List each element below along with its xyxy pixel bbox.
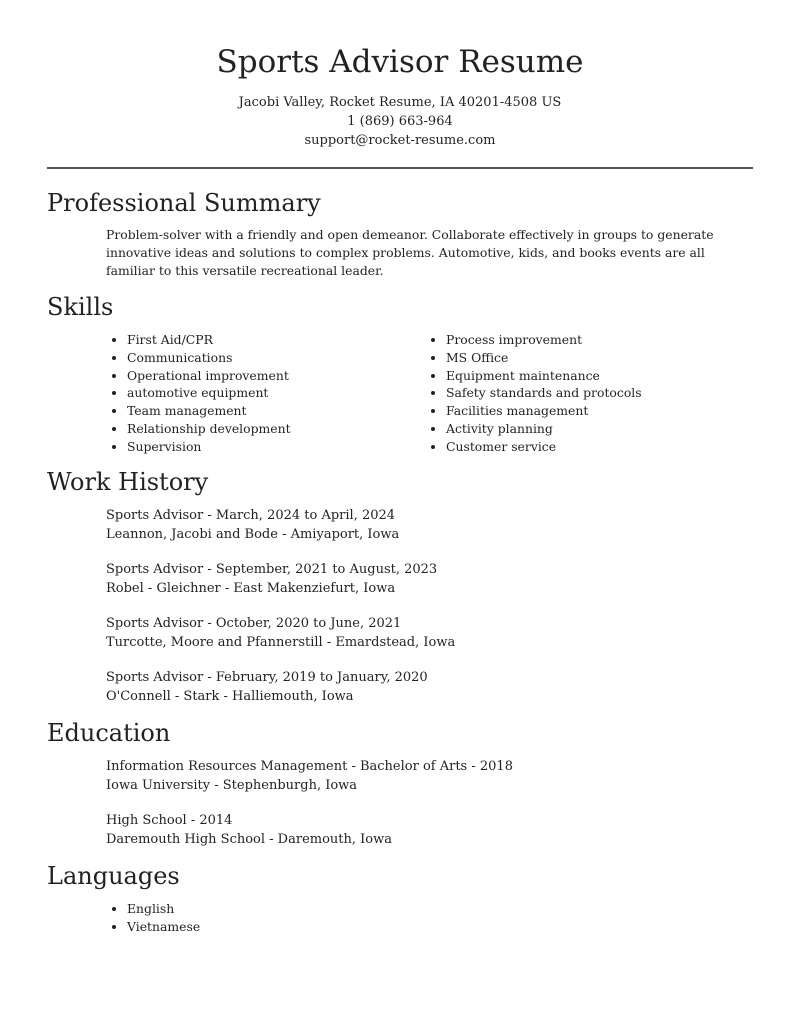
work-title-dates: Sports Advisor - October, 2020 to June, 2021 (106, 616, 402, 631)
skill-item: • MS Office (446, 349, 642, 367)
education-degree: Information Resources Management - Bachelor of Arts - 2018 (106, 759, 513, 774)
skill-item: • Communications (127, 349, 291, 367)
skill-item: • Equipment maintenance (446, 367, 642, 385)
work-title-dates: Sports Advisor - March, 2024 to April, 2024 (106, 508, 396, 523)
language-item: • Vietnamese (127, 918, 200, 936)
work-employer-location: O'Connell - Stark - Halliemouth, Iowa (106, 689, 354, 704)
language-item: • English (127, 900, 200, 918)
summary-heading: Professional Summary (47, 189, 321, 217)
skill-item: • Operational improvement (127, 367, 291, 385)
work-employer-location: Robel - Gleichner - East Makenziefurt, Iowa (106, 581, 396, 596)
skill-item: • Process improvement (446, 331, 642, 349)
header-divider (47, 167, 753, 169)
skill-item: • Safety standards and protocols (446, 384, 642, 402)
skill-item: • First Aid/CPR (127, 331, 291, 349)
work-employer-location: Turcotte, Moore and Pfannerstill - Emardstead, Iowa (106, 635, 456, 650)
skill-item: • Customer service (446, 438, 642, 456)
education-entry (106, 811, 392, 849)
languages-heading: Languages (47, 862, 180, 890)
summary-text: Problem-solver with a friendly and open demeanor. Collaborate effectively in groups to generate innovative ideas and solutions to complex problems. Automotive, kids, and books events are all familiar to this versatile recreational leader. (106, 227, 714, 278)
languages-list (106, 900, 200, 936)
education-degree: High School - 2014 (106, 813, 233, 828)
page-title: Sports Advisor Resume (216, 44, 584, 80)
skill-item: • Activity planning (446, 420, 642, 438)
work-heading: Work History (47, 468, 209, 496)
education-school: Iowa University - Stephenburgh, Iowa (106, 778, 358, 793)
work-title-dates: Sports Advisor - February, 2019 to January, 2020 (106, 670, 428, 685)
work-title-dates: Sports Advisor - September, 2021 to August, 2023 (106, 562, 438, 577)
skills-list-left (106, 331, 291, 456)
education-entry (106, 757, 513, 795)
contact-phone: 1 (869) 663-964 (347, 114, 453, 129)
work-employer-location: Leannon, Jacobi and Bode - Amiyaport, Iowa (106, 527, 400, 542)
work-entry (106, 560, 437, 598)
skills-heading: Skills (47, 293, 114, 321)
education-heading: Education (47, 719, 171, 747)
skill-item: • Relationship development (127, 420, 291, 438)
skill-item: • Facilities management (446, 402, 642, 420)
contact-email: support@rocket-resume.com (304, 133, 496, 148)
skill-item: • Supervision (127, 438, 291, 456)
skills-list-right (425, 331, 642, 456)
work-entry (106, 506, 399, 544)
work-entry (106, 614, 455, 652)
education-school: Daremouth High School - Daremouth, Iowa (106, 832, 392, 847)
skill-item: • Team management (127, 402, 291, 420)
skill-item: • automotive equipment (127, 384, 291, 402)
contact-address: Jacobi Valley, Rocket Resume, IA 40201-4508 US (238, 95, 562, 110)
work-entry (106, 668, 428, 706)
